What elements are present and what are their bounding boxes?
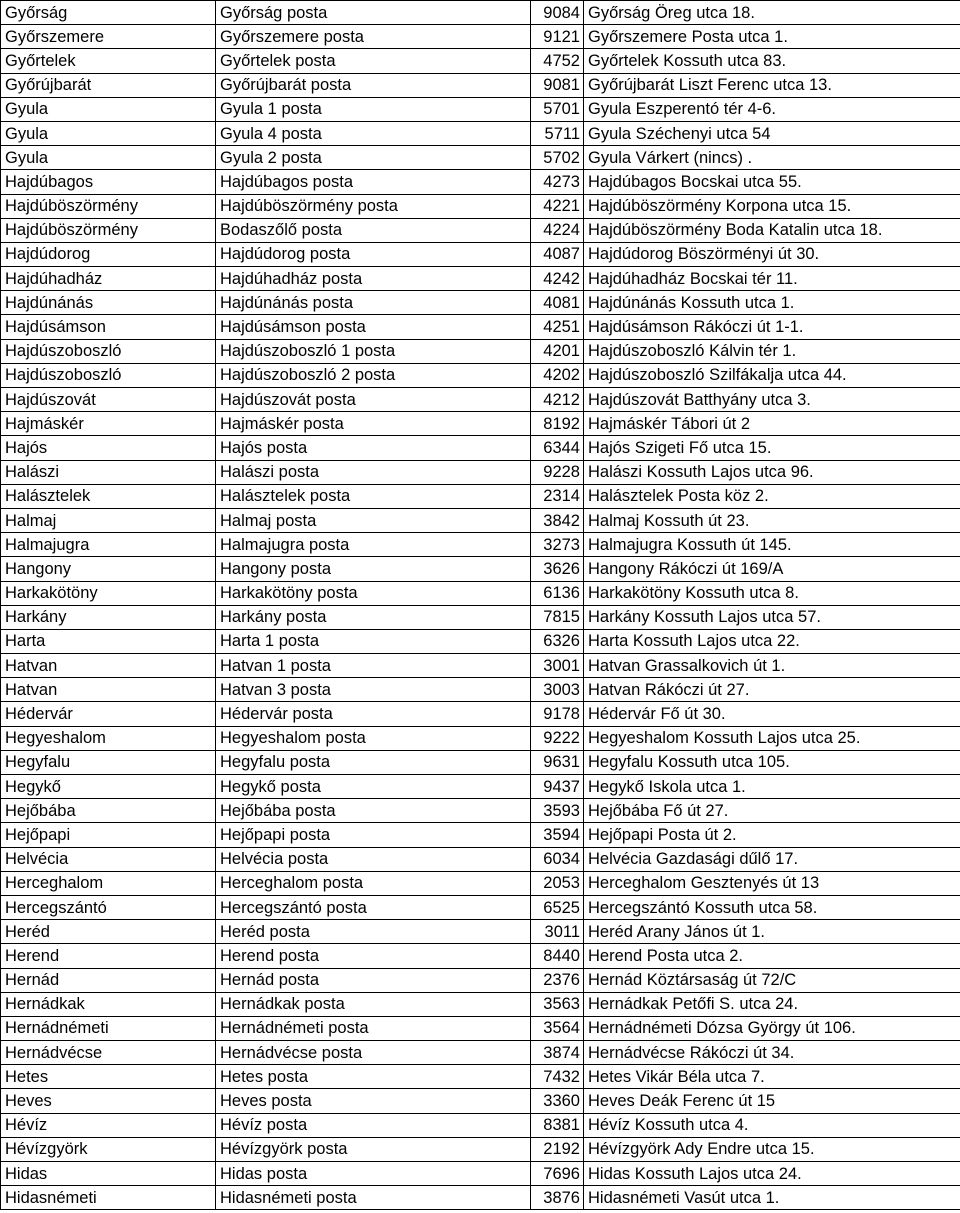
- town-cell: Hajdúböszörmény: [1, 194, 216, 218]
- table-row: [1, 775, 960, 799]
- post-office-cell: Hidas posta: [216, 1162, 531, 1186]
- zip-code-cell: 9228: [531, 460, 584, 484]
- address-cell: Hévízgyörk Ady Endre utca 15.: [584, 1137, 960, 1161]
- table-row: [1, 267, 960, 291]
- town-cell: Hernádnémeti: [1, 1016, 216, 1040]
- town-cell: Hegykő: [1, 775, 216, 799]
- town-cell: Halmaj: [1, 508, 216, 532]
- table-row: [1, 1162, 960, 1186]
- post-office-cell: Győrszemere posta: [216, 25, 531, 49]
- zip-code-cell: 3874: [531, 1041, 584, 1065]
- zip-code-cell: 9178: [531, 702, 584, 726]
- town-cell: Győrszemere: [1, 25, 216, 49]
- post-office-cell: Halászi posta: [216, 460, 531, 484]
- post-office-cell: Hernád posta: [216, 968, 531, 992]
- zip-code-cell: 3011: [531, 920, 584, 944]
- post-office-cell: Hajmáskér posta: [216, 412, 531, 436]
- address-cell: Hegykő Iskola utca 1.: [584, 775, 960, 799]
- zip-code-cell: 4752: [531, 49, 584, 73]
- town-cell: Harta: [1, 629, 216, 653]
- zip-code-cell: 3360: [531, 1089, 584, 1113]
- post-office-cell: Hidasnémeti posta: [216, 1186, 531, 1210]
- post-office-cell: Hajdúnánás posta: [216, 291, 531, 315]
- address-cell: Hajdúbagos Bocskai utca 55.: [584, 170, 960, 194]
- town-cell: Hidas: [1, 1162, 216, 1186]
- post-office-cell: Hejőpapi posta: [216, 823, 531, 847]
- town-cell: Gyula: [1, 121, 216, 145]
- address-cell: Halásztelek Posta köz 2.: [584, 484, 960, 508]
- town-cell: Heréd: [1, 920, 216, 944]
- zip-code-cell: 3564: [531, 1016, 584, 1040]
- town-cell: Hajdúszovát: [1, 388, 216, 412]
- zip-code-cell: 9081: [531, 73, 584, 97]
- zip-code-cell: 6344: [531, 436, 584, 460]
- table-row: [1, 605, 960, 629]
- address-cell: Hajdúböszörmény Korpona utca 15.: [584, 194, 960, 218]
- post-office-cell: Helvécia posta: [216, 847, 531, 871]
- post-office-cell: Gyula 1 posta: [216, 97, 531, 121]
- table-row: [1, 654, 960, 678]
- table-row: [1, 581, 960, 605]
- address-cell: Halmaj Kossuth út 23.: [584, 508, 960, 532]
- post-office-cell: Herend posta: [216, 944, 531, 968]
- town-cell: Hatvan: [1, 678, 216, 702]
- post-office-cell: Hajdúsámson posta: [216, 315, 531, 339]
- table-row: [1, 412, 960, 436]
- address-cell: Hidasnémeti Vasút utca 1.: [584, 1186, 960, 1210]
- post-office-cell: Hegyfalu posta: [216, 750, 531, 774]
- post-office-cell: Hatvan 3 posta: [216, 678, 531, 702]
- zip-code-cell: 6326: [531, 629, 584, 653]
- post-office-cell: Heves posta: [216, 1089, 531, 1113]
- post-office-cell: Hegyeshalom posta: [216, 726, 531, 750]
- town-cell: Harkakötöny: [1, 581, 216, 605]
- address-cell: Hejőbába Fő út 27.: [584, 799, 960, 823]
- table-row: [1, 1137, 960, 1161]
- table-row: [1, 121, 960, 145]
- address-cell: Hernádkak Petőfi S. utca 24.: [584, 992, 960, 1016]
- post-office-cell: Harta 1 posta: [216, 629, 531, 653]
- table-row: [1, 1113, 960, 1137]
- post-office-cell: Hernádnémeti posta: [216, 1016, 531, 1040]
- post-office-cell: Hercegszántó posta: [216, 895, 531, 919]
- zip-code-cell: 3003: [531, 678, 584, 702]
- zip-code-cell: 9121: [531, 25, 584, 49]
- zip-code-cell: 3626: [531, 557, 584, 581]
- table-row: [1, 484, 960, 508]
- zip-code-cell: 3842: [531, 508, 584, 532]
- zip-code-cell: 4224: [531, 218, 584, 242]
- address-cell: Heréd Arany János út 1.: [584, 920, 960, 944]
- address-cell: Hajós Szigeti Fő utca 15.: [584, 436, 960, 460]
- table-row: [1, 678, 960, 702]
- town-cell: Hajdúsámson: [1, 315, 216, 339]
- address-cell: Hajdúszovát Batthyány utca 3.: [584, 388, 960, 412]
- table-row: [1, 291, 960, 315]
- town-cell: Hajdúbagos: [1, 170, 216, 194]
- post-office-cell: Hajdúszovát posta: [216, 388, 531, 412]
- zip-code-cell: 4273: [531, 170, 584, 194]
- town-cell: Hangony: [1, 557, 216, 581]
- address-cell: Herend Posta utca 2.: [584, 944, 960, 968]
- post-office-cell: Hernádkak posta: [216, 992, 531, 1016]
- address-cell: Hercegszántó Kossuth utca 58.: [584, 895, 960, 919]
- zip-code-cell: 8381: [531, 1113, 584, 1137]
- post-office-cell: Hajdúbagos posta: [216, 170, 531, 194]
- post-office-cell: Herceghalom posta: [216, 871, 531, 895]
- post-office-cell: Győrújbarát posta: [216, 73, 531, 97]
- table-row: [1, 968, 960, 992]
- table-row: [1, 847, 960, 871]
- town-cell: Hejőbába: [1, 799, 216, 823]
- zip-code-cell: 9631: [531, 750, 584, 774]
- table-row: [1, 895, 960, 919]
- table-row: [1, 315, 960, 339]
- zip-code-cell: 7815: [531, 605, 584, 629]
- address-cell: Hegyfalu Kossuth utca 105.: [584, 750, 960, 774]
- address-cell: Hetes Vikár Béla utca 7.: [584, 1065, 960, 1089]
- table-row: [1, 1041, 960, 1065]
- table-row: [1, 242, 960, 266]
- table-row: [1, 436, 960, 460]
- post-office-cell: Halmajugra posta: [216, 533, 531, 557]
- address-cell: Hangony Rákóczi út 169/A: [584, 557, 960, 581]
- town-cell: Helvécia: [1, 847, 216, 871]
- zip-code-cell: 7432: [531, 1065, 584, 1089]
- post-office-cell: Heréd posta: [216, 920, 531, 944]
- zip-code-cell: 9437: [531, 775, 584, 799]
- town-cell: Győrújbarát: [1, 73, 216, 97]
- address-cell: Hajdúböszörmény Boda Katalin utca 18.: [584, 218, 960, 242]
- post-office-cell: Hejőbába posta: [216, 799, 531, 823]
- table-row: [1, 25, 960, 49]
- address-cell: Helvécia Gazdasági dűlő 17.: [584, 847, 960, 871]
- zip-code-cell: 8192: [531, 412, 584, 436]
- post-office-cell: Hegykő posta: [216, 775, 531, 799]
- post-office-cell: Halmaj posta: [216, 508, 531, 532]
- address-cell: Hajdúdorog Böszörményi út 30.: [584, 242, 960, 266]
- address-cell: Hajdúszoboszló Szilfákalja utca 44.: [584, 363, 960, 387]
- zip-code-cell: 2314: [531, 484, 584, 508]
- table-row: [1, 1186, 960, 1210]
- table-row: [1, 702, 960, 726]
- post-office-cell: Hajdúhadház posta: [216, 267, 531, 291]
- zip-code-cell: 4081: [531, 291, 584, 315]
- table-row: [1, 97, 960, 121]
- town-cell: Hajós: [1, 436, 216, 460]
- post-office-cell: Hetes posta: [216, 1065, 531, 1089]
- address-cell: Harta Kossuth Lajos utca 22.: [584, 629, 960, 653]
- town-cell: Hercegszántó: [1, 895, 216, 919]
- zip-code-cell: 3563: [531, 992, 584, 1016]
- table-row: [1, 73, 960, 97]
- table-row: [1, 194, 960, 218]
- zip-code-cell: 4202: [531, 363, 584, 387]
- table-row: [1, 460, 960, 484]
- town-cell: Győrtelek: [1, 49, 216, 73]
- town-cell: Hernádvécse: [1, 1041, 216, 1065]
- zip-code-cell: 2376: [531, 968, 584, 992]
- table-row: [1, 823, 960, 847]
- town-cell: Harkány: [1, 605, 216, 629]
- table-row: [1, 363, 960, 387]
- town-cell: Hegyfalu: [1, 750, 216, 774]
- town-cell: Hetes: [1, 1065, 216, 1089]
- post-office-cell: Hajós posta: [216, 436, 531, 460]
- table-row: [1, 750, 960, 774]
- table-row: [1, 1089, 960, 1113]
- post-office-cell: Hajdúszoboszló 2 posta: [216, 363, 531, 387]
- table-row: [1, 629, 960, 653]
- address-cell: Gyula Széchenyi utca 54: [584, 121, 960, 145]
- zip-code-cell: 4087: [531, 242, 584, 266]
- zip-code-cell: 4251: [531, 315, 584, 339]
- town-cell: Halásztelek: [1, 484, 216, 508]
- address-cell: Győrszemere Posta utca 1.: [584, 25, 960, 49]
- address-cell: Harkakötöny Kossuth utca 8.: [584, 581, 960, 605]
- post-office-cell: Gyula 4 posta: [216, 121, 531, 145]
- post-office-cell: Hernádvécse posta: [216, 1041, 531, 1065]
- zip-code-cell: 3594: [531, 823, 584, 847]
- zip-code-cell: 9222: [531, 726, 584, 750]
- address-cell: Hévíz Kossuth utca 4.: [584, 1113, 960, 1137]
- address-cell: Herceghalom Gesztenyés út 13: [584, 871, 960, 895]
- table-row: [1, 508, 960, 532]
- address-cell: Hajdúhadház Bocskai tér 11.: [584, 267, 960, 291]
- post-office-cell: Hangony posta: [216, 557, 531, 581]
- town-cell: Herceghalom: [1, 871, 216, 895]
- town-cell: Hajdúszoboszló: [1, 339, 216, 363]
- address-cell: Hegyeshalom Kossuth Lajos utca 25.: [584, 726, 960, 750]
- town-cell: Heves: [1, 1089, 216, 1113]
- zip-code-cell: 2192: [531, 1137, 584, 1161]
- zip-code-cell: 4221: [531, 194, 584, 218]
- table-body: [1, 1, 960, 1210]
- zip-code-cell: 5701: [531, 97, 584, 121]
- town-cell: Hajdúhadház: [1, 267, 216, 291]
- post-office-cell: Bodaszőlő posta: [216, 218, 531, 242]
- post-office-cell: Hévízgyörk posta: [216, 1137, 531, 1161]
- address-cell: Hajdúsámson Rákóczi út 1-1.: [584, 315, 960, 339]
- table-row: [1, 49, 960, 73]
- address-cell: Hernád Köztársaság út 72/C: [584, 968, 960, 992]
- address-cell: Gyula Várkert (nincs) .: [584, 146, 960, 170]
- address-cell: Hernádvécse Rákóczi út 34.: [584, 1041, 960, 1065]
- town-cell: Gyula: [1, 146, 216, 170]
- town-cell: Hajdúnánás: [1, 291, 216, 315]
- address-cell: Hajdúszoboszló Kálvin tér 1.: [584, 339, 960, 363]
- post-office-cell: Harkány posta: [216, 605, 531, 629]
- town-cell: Hernád: [1, 968, 216, 992]
- post-office-cell: Hajdúböszörmény posta: [216, 194, 531, 218]
- address-cell: Hédervár Fő út 30.: [584, 702, 960, 726]
- zip-code-cell: 3273: [531, 533, 584, 557]
- town-cell: Herend: [1, 944, 216, 968]
- address-cell: Heves Deák Ferenc út 15: [584, 1089, 960, 1113]
- town-cell: Hajdúdorog: [1, 242, 216, 266]
- address-cell: Győrtelek Kossuth utca 83.: [584, 49, 960, 73]
- zip-code-cell: 4201: [531, 339, 584, 363]
- post-office-cell: Hajdúszoboszló 1 posta: [216, 339, 531, 363]
- table-row: [1, 1016, 960, 1040]
- zip-code-cell: 3876: [531, 1186, 584, 1210]
- post-office-cell: Hajdúdorog posta: [216, 242, 531, 266]
- table-row: [1, 871, 960, 895]
- table-row: [1, 944, 960, 968]
- address-cell: Hidas Kossuth Lajos utca 24.: [584, 1162, 960, 1186]
- town-cell: Hévízgyörk: [1, 1137, 216, 1161]
- zip-code-cell: 3001: [531, 654, 584, 678]
- address-cell: Halászi Kossuth Lajos utca 96.: [584, 460, 960, 484]
- zip-code-cell: 5711: [531, 121, 584, 145]
- table-row: [1, 339, 960, 363]
- address-cell: Hernádnémeti Dózsa György út 106.: [584, 1016, 960, 1040]
- post-office-cell: Győrtelek posta: [216, 49, 531, 73]
- town-cell: Halászi: [1, 460, 216, 484]
- town-cell: Halmajugra: [1, 533, 216, 557]
- address-cell: Győrság Öreg utca 18.: [584, 1, 960, 25]
- address-cell: Hatvan Grassalkovich út 1.: [584, 654, 960, 678]
- post-office-cell: Gyula 2 posta: [216, 146, 531, 170]
- post-office-cell: Győrság posta: [216, 1, 531, 25]
- address-cell: Gyula Eszperentó tér 4-6.: [584, 97, 960, 121]
- table-row: [1, 1065, 960, 1089]
- address-cell: Hejőpapi Posta út 2.: [584, 823, 960, 847]
- town-cell: Hajmáskér: [1, 412, 216, 436]
- address-cell: Győrújbarát Liszt Ferenc utca 13.: [584, 73, 960, 97]
- zip-code-cell: 4212: [531, 388, 584, 412]
- zip-code-cell: 6136: [531, 581, 584, 605]
- post-office-cell: Hévíz posta: [216, 1113, 531, 1137]
- zip-code-cell: 8440: [531, 944, 584, 968]
- address-cell: Hatvan Rákóczi út 27.: [584, 678, 960, 702]
- table-row: [1, 557, 960, 581]
- table-row: [1, 799, 960, 823]
- town-cell: Hidasnémeti: [1, 1186, 216, 1210]
- town-cell: Hejőpapi: [1, 823, 216, 847]
- table-row: [1, 992, 960, 1016]
- town-cell: Hévíz: [1, 1113, 216, 1137]
- post-office-cell: Hatvan 1 posta: [216, 654, 531, 678]
- zip-code-cell: 5702: [531, 146, 584, 170]
- zip-code-cell: 6034: [531, 847, 584, 871]
- zip-code-cell: 2053: [531, 871, 584, 895]
- table-row: [1, 146, 960, 170]
- town-cell: Hajdúszoboszló: [1, 363, 216, 387]
- town-cell: Hegyeshalom: [1, 726, 216, 750]
- town-cell: Gyula: [1, 97, 216, 121]
- table-row: [1, 170, 960, 194]
- zip-code-cell: 6525: [531, 895, 584, 919]
- town-cell: Hajdúböszörmény: [1, 218, 216, 242]
- table-row: [1, 1, 960, 25]
- address-cell: Harkány Kossuth Lajos utca 57.: [584, 605, 960, 629]
- table-row: [1, 388, 960, 412]
- address-cell: Hajmáskér Tábori út 2: [584, 412, 960, 436]
- town-cell: Hernádkak: [1, 992, 216, 1016]
- town-cell: Hédervár: [1, 702, 216, 726]
- zip-code-cell: 4242: [531, 267, 584, 291]
- zip-code-cell: 3593: [531, 799, 584, 823]
- town-cell: Hatvan: [1, 654, 216, 678]
- town-cell: Győrság: [1, 1, 216, 25]
- post-office-cell: Hédervár posta: [216, 702, 531, 726]
- table-row: [1, 218, 960, 242]
- address-cell: Halmajugra Kossuth út 145.: [584, 533, 960, 557]
- table-row: [1, 920, 960, 944]
- table-row: [1, 726, 960, 750]
- post-office-cell: Halásztelek posta: [216, 484, 531, 508]
- post-office-cell: Harkakötöny posta: [216, 581, 531, 605]
- table-row: [1, 533, 960, 557]
- zip-code-cell: 9084: [531, 1, 584, 25]
- address-cell: Hajdúnánás Kossuth utca 1.: [584, 291, 960, 315]
- zip-code-cell: 7696: [531, 1162, 584, 1186]
